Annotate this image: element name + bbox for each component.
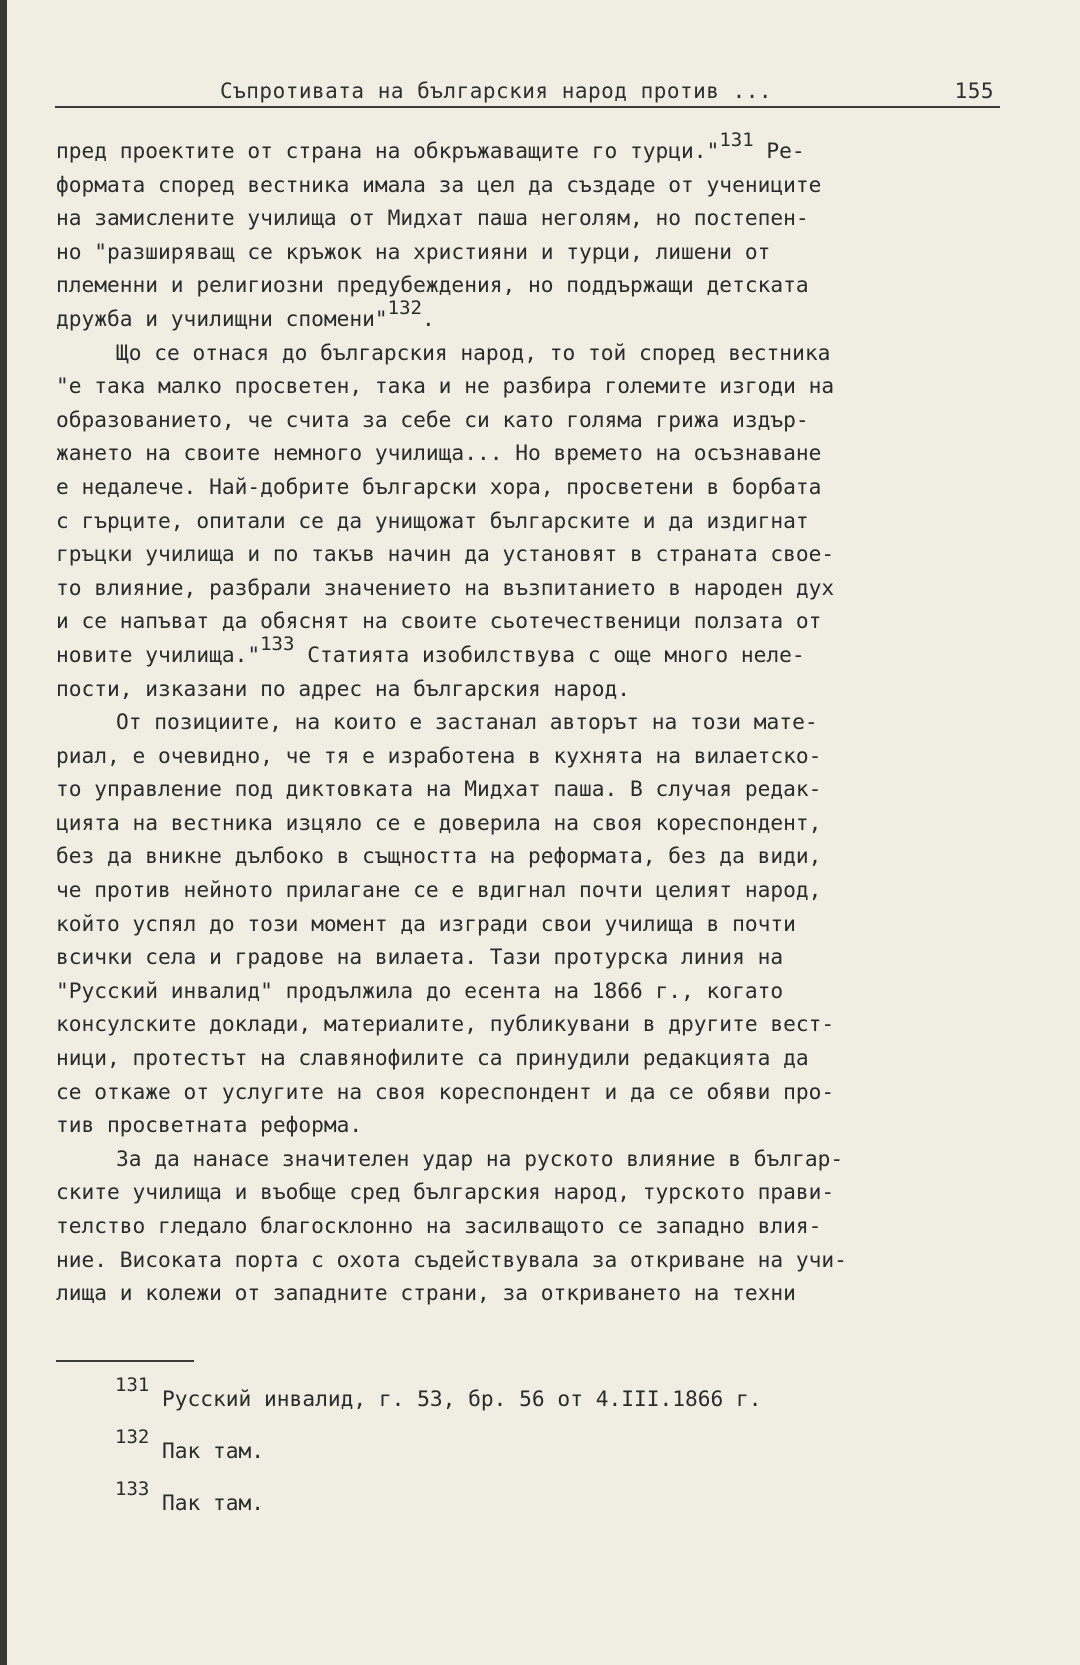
text-line-content: "е така малко просветен, така и не разбира големите изгоди на	[56, 373, 835, 399]
book-spine-shadow	[0, 0, 7, 1665]
text-line-content: но "разширяващ се кръжок на християни и турци, лишени от	[56, 238, 771, 264]
footnote-text: Пак там.	[162, 1438, 265, 1463]
running-header	[55, 78, 1000, 108]
running-header-title: Съпротивата на българския народ против ...	[220, 79, 773, 103]
text-line	[56, 1175, 1008, 1209]
text-line	[56, 168, 1008, 202]
text-line-content: всички села и градове на вилаета. Тази протурска линия на	[56, 944, 784, 970]
text-line	[56, 403, 1008, 437]
text-line-content: лища и колежи от западните страни, за откриването на техни	[56, 1280, 796, 1306]
text-line	[56, 672, 1008, 706]
text-line-content: че против нейното прилагане се е вдигнал почти целият народ,	[56, 877, 822, 903]
text-line	[56, 632, 1008, 672]
text-line-content: се откаже от услугите на своя кореспондент и да се обяви про-	[56, 1078, 835, 1104]
text-line	[56, 571, 1008, 605]
text-line-content: формата според вестника имала за цел да създаде от учениците	[56, 171, 822, 197]
text-line-content: образованието, че счита за себе си като голяма грижа издър-	[56, 406, 809, 432]
text-line-content: то управление под диктовката на Мидхат паша. В случая редак-	[56, 776, 822, 802]
text-line	[56, 201, 1008, 235]
text-line-content: без да вникне дълбоко в същността на реформата, без да види,	[56, 843, 822, 869]
body-text	[56, 129, 1008, 1310]
footnote-text: Русский инвалид, г. 53, бр. 56 от 4.III.1866 г.	[162, 1386, 762, 1411]
text-line	[56, 772, 1008, 806]
text-line	[56, 436, 1008, 470]
text-line	[56, 296, 1008, 336]
text-line-content: жането на своите немного училища... Но времето на осъзнаване	[56, 440, 822, 466]
text-line-content: риал, е очевидно, че тя е изработена в кухнята на вилаетско-	[56, 742, 822, 768]
text-line	[56, 974, 1008, 1008]
text-line	[56, 1276, 1008, 1310]
text-line-content: телство гледало благосклонно на засилващото се западно влия-	[56, 1213, 822, 1238]
text-line-content: пости, изказани по адрес на българския народ.	[56, 675, 631, 701]
text-line	[56, 268, 1008, 302]
text-line	[56, 940, 1008, 974]
text-line	[56, 1142, 1008, 1176]
text-line-content: който успял до този момент да изгради свои училища в почти	[56, 910, 796, 936]
text-line	[56, 1041, 1008, 1075]
footnote-number: 132	[115, 1426, 150, 1448]
text-line	[56, 336, 1008, 370]
footnote-reference[interactable]: 131	[719, 129, 754, 151]
text-line-content: племенни и религиозни предубеждения, но поддържащи детската	[56, 272, 809, 298]
text-line	[56, 537, 1008, 571]
text-line	[56, 129, 1008, 168]
text-line-continuation: .	[421, 305, 435, 331]
text-line	[56, 470, 1008, 504]
text-line-continuation: Статията изобилствува с още много неле-	[294, 641, 805, 667]
text-line	[56, 873, 1008, 907]
text-line-content: Що се отнася до българския народ, то той според вестника	[116, 339, 831, 365]
text-line	[56, 739, 1008, 773]
text-line	[56, 369, 1008, 403]
text-line-content: то влияние, разбрали значението на възпитанието в народен дух	[56, 574, 835, 600]
book-page	[7, 0, 1080, 1665]
text-line-content: ници, протестът на славянофилите са принудили редакцията да	[56, 1045, 809, 1071]
text-line-content: новите училища."	[56, 641, 261, 667]
text-line	[56, 1108, 1008, 1142]
text-line-content: пред проектите от страна на обкръжаващите го турци."	[56, 138, 720, 163]
footnote-reference[interactable]: 132	[387, 296, 422, 319]
text-line	[56, 1007, 1008, 1041]
footnote-text: Пак там.	[162, 1490, 265, 1515]
text-line-content: гръцки училища и по такъв начин да установят в страната свое-	[56, 541, 835, 567]
text-line-content: на замислените училища от Мидхат паша неголям, но постепен-	[56, 205, 809, 231]
text-line-content: От позициите, на които е застанал авторът на този мате-	[116, 709, 818, 735]
text-line	[56, 839, 1008, 873]
footnote-number: 133	[115, 1478, 150, 1500]
text-line	[56, 1209, 1008, 1243]
footnote-reference[interactable]: 133	[260, 632, 295, 655]
text-line	[56, 1075, 1008, 1109]
text-line-content: консулските доклади, материалите, публикувани в другите вест-	[56, 1011, 835, 1037]
text-line-content: тив просветната реформа.	[56, 1112, 363, 1138]
text-line-content: и се напъват да обяснят на своите сьотечественици ползата от	[56, 608, 822, 634]
text-line	[56, 604, 1008, 638]
text-line	[56, 806, 1008, 840]
page-number: 155	[954, 79, 994, 103]
text-line-content: е недалече. Най-добрите български хора, просветени в борбата	[56, 473, 822, 499]
text-line-content: ние. Високата порта с охота съдействувала за откриване на учи-	[56, 1246, 847, 1272]
text-line-content: За да нанасе значителен удар на руското влияние в българ-	[116, 1145, 844, 1171]
footnote-separator	[56, 1360, 194, 1362]
text-line-content: дружба и училищни спомени"	[56, 305, 388, 331]
text-line-content: с гърците, опитали се да унищожат българските и да издигнат	[56, 507, 809, 533]
footnote-number: 131	[115, 1374, 150, 1396]
text-line	[56, 1243, 1008, 1277]
text-line	[56, 235, 1008, 269]
text-line	[56, 504, 1008, 538]
text-line	[56, 907, 1008, 941]
text-line-content: ските училища и въобще сред българския народ, турското прави-	[56, 1179, 835, 1205]
text-line	[56, 705, 1008, 739]
text-line-content: цията на вестника изцяло се е доверила на своя кореспондент,	[56, 809, 822, 835]
text-line-continuation: Ре-	[753, 138, 805, 163]
text-line-content: "Русский инвалид" продължила до есента на 1866 г., когато	[56, 977, 784, 1003]
